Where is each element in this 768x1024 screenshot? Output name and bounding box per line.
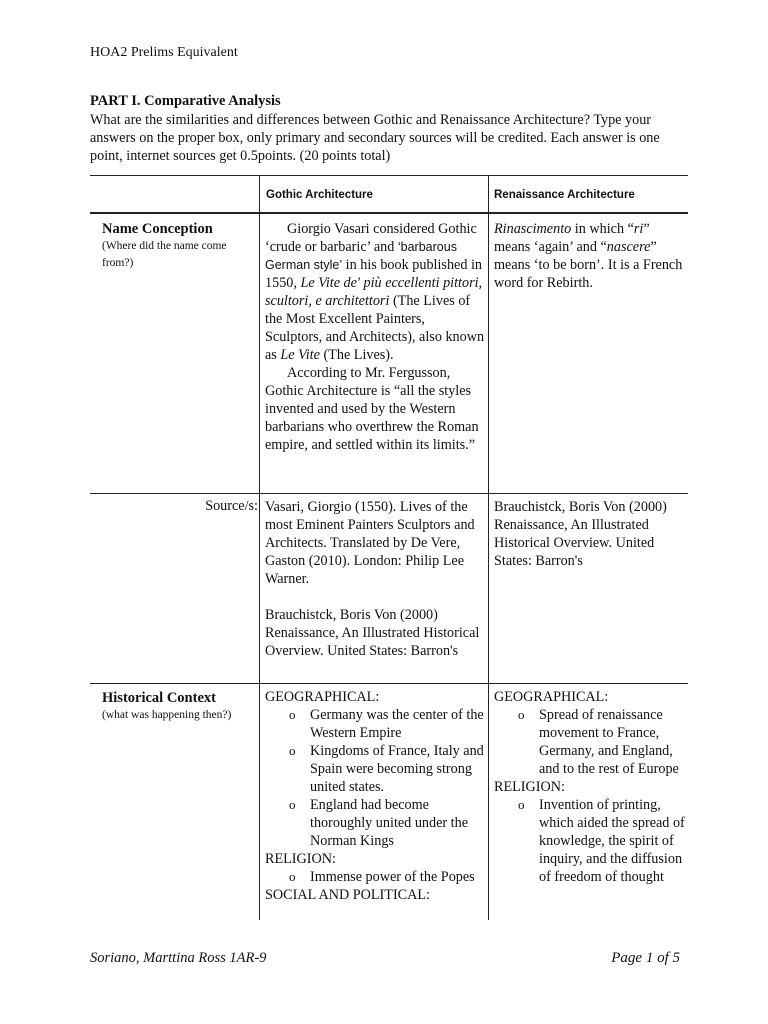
gothic-historical-context bbox=[265, 688, 487, 904]
bullet-icon: o bbox=[289, 707, 296, 722]
list-item bbox=[265, 868, 487, 886]
column-divider-2 bbox=[488, 175, 489, 920]
book-short-title: Le Vite bbox=[280, 347, 320, 363]
list-item bbox=[265, 706, 487, 742]
text-run: (The Lives). bbox=[319, 347, 394, 363]
page-number: Page 1 of 5 bbox=[611, 950, 680, 966]
row-title: Historical Context bbox=[102, 690, 216, 706]
list-item bbox=[494, 706, 686, 778]
renaissance-name-conception bbox=[494, 220, 686, 292]
footer-author: Soriano, Marttina Ross 1AR-9 bbox=[90, 950, 267, 966]
gothic-name-conception bbox=[265, 220, 485, 454]
sources-label: Source/s: bbox=[205, 498, 258, 514]
book-title: Le Vite de' più eccellenti pittori, scultori, e architettori bbox=[265, 275, 483, 309]
bullet-icon: o bbox=[289, 869, 296, 884]
table-top-border bbox=[90, 175, 688, 176]
text-run: Giorgio Vasari considered Gothic ‘crude or barbaric’ and bbox=[265, 221, 477, 255]
text-run: in his book published in 1550, bbox=[265, 257, 483, 291]
instructions-text: What are the similarities and differences between Gothic and Renaissance Architecture? Type your answers on the proper box, only primary and secondary sources will be credited. Each answer is one point, internet sources get 0.5points. (20 points total) bbox=[90, 112, 660, 164]
term: ri bbox=[633, 221, 644, 237]
document-header: HOA2 Prelims Equivalent bbox=[90, 45, 238, 60]
bullet-icon: o bbox=[518, 707, 525, 722]
list-item-text: Immense power of the Popes bbox=[310, 869, 475, 885]
source-citation: Brauchistck, Boris Von (2000) Renaissance, An Illustrated Historical Overview. United States: Barron's bbox=[265, 607, 480, 659]
geographical-list bbox=[265, 706, 487, 850]
geographical-list bbox=[494, 706, 686, 778]
renaissance-sources bbox=[494, 498, 684, 570]
religion-list bbox=[494, 796, 686, 886]
list-item-text: Invention of printing, which aided the spread of knowledge, the spirit of inquiry, and the diffusion of freedom of thought bbox=[539, 797, 685, 885]
header-bottom-border bbox=[90, 212, 688, 214]
section-label: SOCIAL AND POLITICAL: bbox=[265, 887, 430, 903]
paragraph: According to Mr. Fergusson, Gothic Architecture is “all the styles invented and used by the Western barbarians who overthrew the Roman empire, and settled within its limits.” bbox=[265, 365, 479, 453]
part-title: PART I. Comparative Analysis bbox=[90, 93, 281, 109]
row-title: Name Conception bbox=[102, 221, 213, 237]
paragraph bbox=[494, 220, 686, 292]
religion-list bbox=[265, 868, 487, 886]
column-header-gothic: Gothic Architecture bbox=[266, 189, 373, 201]
source-citation: Brauchistck, Boris Von (2000) Renaissance, An Illustrated Historical Overview. United States: Barron's bbox=[494, 499, 667, 569]
column-header-renaissance: Renaissance Architecture bbox=[494, 189, 635, 201]
bullet-icon: o bbox=[289, 797, 296, 812]
source-citation: Vasari, Giorgio (1550). Lives of the most Eminent Painters Sculptors and Architects. Translated by De Vere, Gaston (2010). London: Philip Lee Warner. bbox=[265, 499, 475, 587]
row-label-name-conception bbox=[102, 220, 257, 272]
gothic-sources bbox=[265, 498, 487, 660]
bullet-icon: o bbox=[518, 797, 525, 812]
bullet-icon: o bbox=[289, 743, 296, 758]
text-run: ‘barbarous German style’ bbox=[265, 240, 457, 272]
list-item-text: Germany was the center of the Western Empire bbox=[310, 707, 484, 741]
row-border-2 bbox=[90, 683, 688, 684]
list-item bbox=[494, 796, 686, 886]
section-label: RELIGION: bbox=[494, 779, 565, 795]
list-item bbox=[265, 796, 487, 850]
text-run: ” means ‘again’ and “ bbox=[494, 221, 650, 255]
term: nascere bbox=[606, 239, 651, 255]
row-border-1 bbox=[90, 493, 688, 494]
text-run: ” means ‘to be born’. It is a French word for Rebirth. bbox=[494, 239, 683, 291]
paragraph bbox=[265, 220, 485, 364]
list-item-text: Kingdoms of France, Italy and Spain were becoming strong united states. bbox=[310, 743, 484, 795]
text-run: (The Lives of the Most Excellent Painters, Sculptors, and Architects), also known as bbox=[265, 293, 485, 363]
term: Rinascimento bbox=[494, 221, 572, 237]
list-item-text: Spread of renaissance movement to France, Germany, and England, and to the rest of Europe bbox=[539, 707, 679, 777]
row-label-historical-context bbox=[102, 689, 257, 724]
list-item-text: England had become thoroughly united under the Norman Kings bbox=[310, 797, 469, 849]
renaissance-historical-context bbox=[494, 688, 686, 886]
section-label: GEOGRAPHICAL: bbox=[494, 689, 609, 705]
text-run: in which “ bbox=[571, 221, 634, 237]
column-divider-1 bbox=[259, 175, 260, 920]
section-label: GEOGRAPHICAL: bbox=[265, 689, 380, 705]
row-subtitle: (Where did the name come from?) bbox=[102, 240, 227, 269]
row-subtitle: (what was happening then?) bbox=[102, 709, 232, 721]
list-item bbox=[265, 742, 487, 796]
section-label: RELIGION: bbox=[265, 851, 336, 867]
